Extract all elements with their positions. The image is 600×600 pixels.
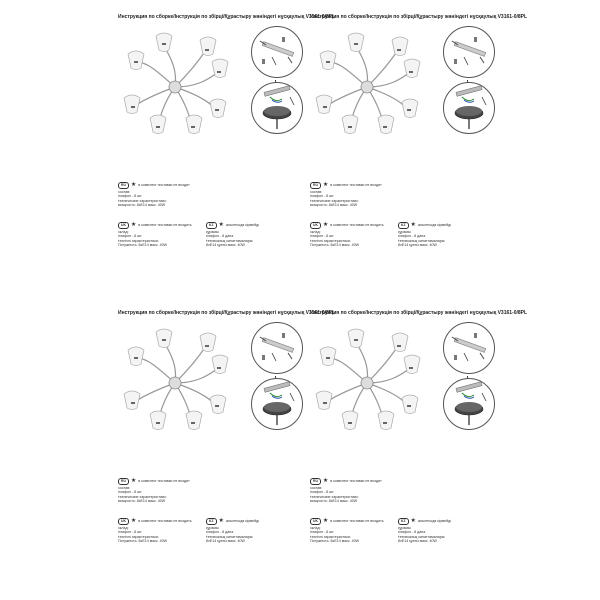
kz-legend bbox=[206, 222, 259, 248]
spec-line: құрамы: bbox=[398, 525, 412, 530]
spec-line: технічні характеристики: bbox=[118, 534, 159, 539]
ru-legend bbox=[118, 478, 190, 504]
star-icon: ★ bbox=[322, 518, 329, 524]
ru-legend bbox=[310, 182, 382, 208]
uk-lines bbox=[310, 230, 384, 248]
spec-line: плафон - 8 шт. bbox=[310, 490, 335, 495]
uk-language-badge: UK bbox=[310, 222, 321, 229]
bracket-icon bbox=[252, 27, 302, 77]
canopy-wiring-detail bbox=[251, 82, 303, 134]
spec-line: технические характеристики: bbox=[310, 494, 359, 499]
spec-line: плафон - 8 шт. bbox=[310, 234, 335, 239]
kz-note: жиынтыққа кірмейді bbox=[225, 223, 260, 227]
spec-line: плафон - 8 дана bbox=[206, 234, 234, 239]
star-icon: ★ bbox=[130, 182, 137, 188]
spec-line: плафон - 8 шт. bbox=[310, 194, 335, 199]
spec-line: плафон - 8 шт. bbox=[118, 234, 143, 239]
ru-language-badge: RU bbox=[310, 478, 321, 485]
spec-line: склад: bbox=[118, 525, 129, 530]
spec-line: Потужність: 8xE14 макс. 40W bbox=[310, 539, 359, 544]
star-icon: ★ bbox=[130, 518, 137, 524]
spec-line: технічні характеристики: bbox=[118, 238, 159, 243]
kz-language-badge: KZ bbox=[206, 222, 217, 229]
instruction-panel bbox=[310, 14, 600, 304]
chandelier-illustration bbox=[310, 32, 425, 142]
uk-legend bbox=[310, 222, 384, 248]
spec-line: технические характеристики: bbox=[118, 198, 167, 203]
uk-legend bbox=[118, 222, 192, 248]
spec-line: Потужність: 8xE14 макс. 40W bbox=[118, 539, 167, 544]
star-icon: ★ bbox=[130, 222, 137, 228]
spec-line: техникалық сипаттамалары: bbox=[206, 238, 254, 243]
ru-lines bbox=[310, 486, 382, 504]
uk-note: в комплект поставки не входить bbox=[330, 519, 384, 523]
spec-line: техникалық сипаттамалары: bbox=[398, 238, 446, 243]
instruction-title: Инструкция по сборке/Інструкція по збірці/Құрастыру жөніндегі нұсқаулық V3161-0/8PL bbox=[310, 310, 528, 316]
spec-line: құрамы: bbox=[206, 525, 220, 530]
instruction-title: Инструкция по сборке/Інструкція по збірці/Құрастыру жөніндегі нұсқаулық V3161-0/8PL bbox=[118, 14, 336, 20]
uk-legend bbox=[310, 518, 384, 544]
canopy-wiring-detail bbox=[443, 82, 495, 134]
uk-language-badge: UK bbox=[310, 518, 321, 525]
spec-line: плафон - 8 шт. bbox=[118, 530, 143, 535]
star-icon: ★ bbox=[410, 222, 416, 228]
spec-line: құрамы: bbox=[206, 229, 220, 234]
ru-legend bbox=[310, 478, 382, 504]
instruction-title: Инструкция по сборке/Інструкція по збірці/Құрастыру жөніндегі нұсқаулық V3161-0/8PL bbox=[310, 14, 528, 20]
bracket-icon bbox=[252, 323, 302, 373]
star-icon: ★ bbox=[410, 518, 416, 524]
kz-note: жиынтыққа кірмейді bbox=[417, 519, 452, 523]
spec-line: технічні характеристики: bbox=[310, 238, 351, 243]
spec-line: мощность: 8xE14 макс. 40W bbox=[310, 499, 358, 504]
ru-note: в комплект поставки не входит bbox=[330, 479, 382, 483]
spec-line: склад: bbox=[310, 229, 321, 234]
spec-line: технические характеристики: bbox=[310, 198, 359, 203]
ru-language-badge: RU bbox=[118, 478, 129, 485]
spec-line: 8xE14 қуаты макс. 40W bbox=[206, 539, 245, 544]
spec-line: плафон - 8 шт. bbox=[310, 530, 335, 535]
spec-line: техникалық сипаттамалары: bbox=[398, 534, 446, 539]
kz-language-badge: KZ bbox=[206, 518, 217, 525]
spec-line: мощность: 8xE14 макс. 40W bbox=[310, 203, 358, 208]
spec-line: 8xE14 қуаты макс. 40W bbox=[398, 243, 437, 248]
mounting-bracket-detail bbox=[251, 322, 303, 374]
spec-line: плафон - 8 дана bbox=[398, 530, 426, 535]
kz-lines bbox=[206, 230, 259, 248]
bracket-icon bbox=[444, 27, 494, 77]
spec-line: мощность: 8xE14 макс. 40W bbox=[118, 203, 166, 208]
ru-legend bbox=[118, 182, 190, 208]
uk-language-badge: UK bbox=[118, 518, 129, 525]
star-icon: ★ bbox=[322, 478, 329, 484]
ru-language-badge: RU bbox=[310, 182, 321, 189]
ru-lines bbox=[118, 190, 190, 208]
spec-line: 8xE14 қуаты макс. 40W bbox=[398, 539, 437, 544]
kz-note: жиынтыққа кірмейді bbox=[417, 223, 452, 227]
spec-line: технические характеристики: bbox=[118, 494, 167, 499]
wiring-icon bbox=[252, 83, 302, 133]
chandelier-illustration bbox=[118, 32, 233, 142]
star-icon: ★ bbox=[322, 222, 329, 228]
star-icon: ★ bbox=[218, 222, 224, 228]
uk-note: в комплект поставки не входить bbox=[138, 519, 192, 523]
kz-note: жиынтыққа кірмейді bbox=[225, 519, 260, 523]
star-icon: ★ bbox=[218, 518, 224, 524]
kz-lines bbox=[398, 526, 451, 544]
wiring-icon bbox=[444, 379, 494, 429]
spec-line: склад: bbox=[310, 525, 321, 530]
wiring-icon bbox=[444, 83, 494, 133]
spec-line: плафон - 8 дана bbox=[206, 530, 234, 535]
canopy-wiring-detail bbox=[443, 378, 495, 430]
mounting-bracket-detail bbox=[443, 322, 495, 374]
canopy-wiring-detail bbox=[251, 378, 303, 430]
chandelier-illustration bbox=[310, 328, 425, 438]
spec-line: Потужність: 8xE14 макс. 40W bbox=[310, 243, 359, 248]
uk-lines bbox=[118, 230, 192, 248]
kz-legend bbox=[398, 222, 451, 248]
ru-lines bbox=[118, 486, 190, 504]
bracket-icon bbox=[444, 323, 494, 373]
uk-lines bbox=[118, 526, 192, 544]
ru-note: в комплект поставки не входит bbox=[330, 183, 382, 187]
spec-line: Потужність: 8xE14 макс. 40W bbox=[118, 243, 167, 248]
spec-line: мощность: 8xE14 макс. 40W bbox=[118, 499, 166, 504]
chandelier-illustration bbox=[118, 328, 233, 438]
ru-note: в комплект поставки не входит bbox=[138, 183, 190, 187]
spec-line: состав: bbox=[118, 485, 131, 490]
uk-language-badge: UK bbox=[118, 222, 129, 229]
spec-line: 8xE14 қуаты макс. 40W bbox=[206, 243, 245, 248]
spec-line: состав: bbox=[118, 189, 131, 194]
uk-legend bbox=[118, 518, 192, 544]
instruction-panel bbox=[310, 310, 600, 600]
spec-line: склад: bbox=[118, 229, 129, 234]
spec-line: состав: bbox=[310, 485, 323, 490]
ru-note: в комплект поставки не входит bbox=[138, 479, 190, 483]
uk-note: в комплект поставки не входить bbox=[330, 223, 384, 227]
kz-legend bbox=[398, 518, 451, 544]
uk-lines bbox=[310, 526, 384, 544]
mounting-bracket-detail bbox=[251, 26, 303, 78]
spec-line: состав: bbox=[310, 189, 323, 194]
mounting-bracket-detail bbox=[443, 26, 495, 78]
star-icon: ★ bbox=[322, 182, 329, 188]
kz-legend bbox=[206, 518, 259, 544]
wiring-icon bbox=[252, 379, 302, 429]
ru-language-badge: RU bbox=[118, 182, 129, 189]
spec-line: плафон - 8 шт. bbox=[118, 194, 143, 199]
kz-language-badge: KZ bbox=[398, 518, 409, 525]
spec-line: құрамы: bbox=[398, 229, 412, 234]
uk-note: в комплект поставки не входить bbox=[138, 223, 192, 227]
kz-lines bbox=[398, 230, 451, 248]
spec-line: технічні характеристики: bbox=[310, 534, 351, 539]
kz-lines bbox=[206, 526, 259, 544]
instruction-title: Инструкция по сборке/Інструкція по збірці/Құрастыру жөніндегі нұсқаулық V3161-0/8PL bbox=[118, 310, 336, 316]
spec-line: плафон - 8 шт. bbox=[118, 490, 143, 495]
kz-language-badge: KZ bbox=[398, 222, 409, 229]
star-icon: ★ bbox=[130, 478, 137, 484]
spec-line: техникалық сипаттамалары: bbox=[206, 534, 254, 539]
ru-lines bbox=[310, 190, 382, 208]
spec-line: плафон - 8 дана bbox=[398, 234, 426, 239]
